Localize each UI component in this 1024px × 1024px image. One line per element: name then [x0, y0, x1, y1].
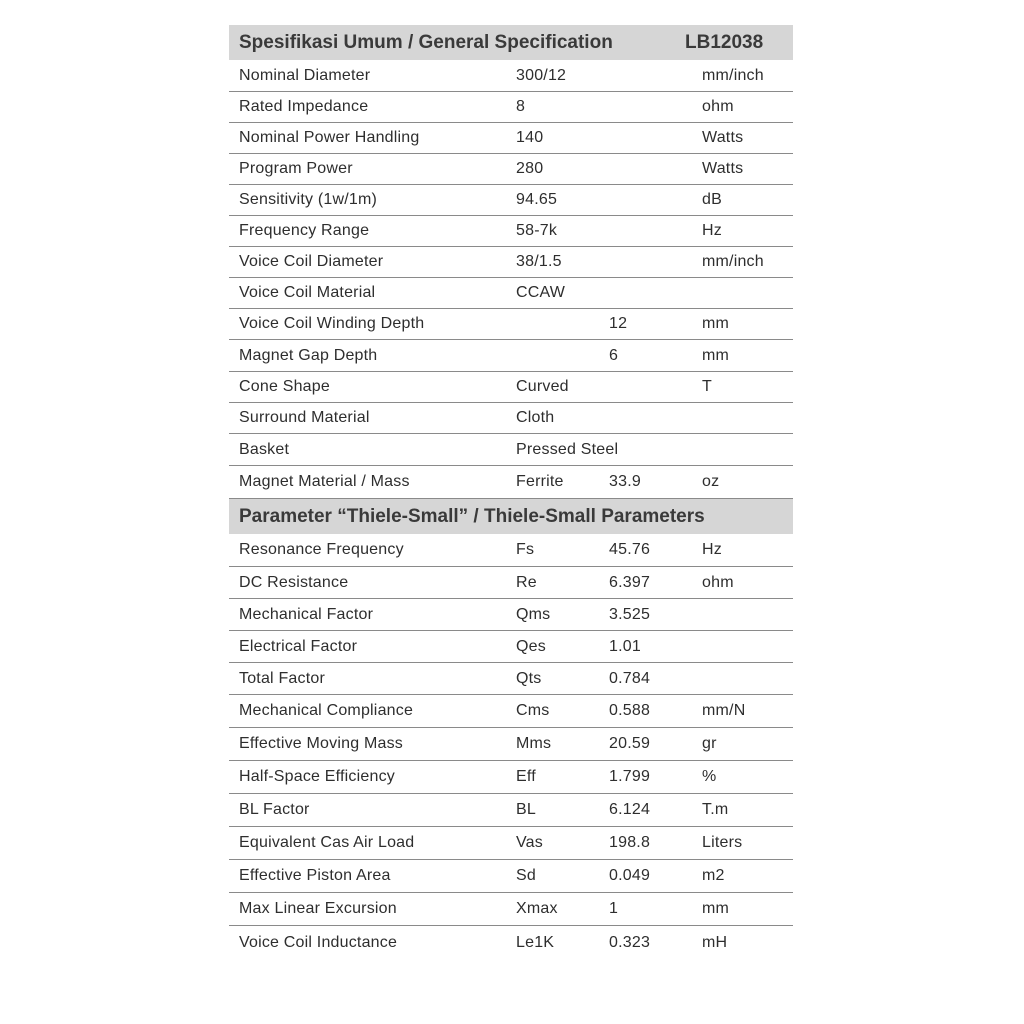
row-value: 6 [609, 346, 619, 364]
row-value: 12 [609, 315, 628, 332]
table-row [229, 278, 793, 309]
table-row [229, 926, 793, 959]
row-symbol: 300/12 [516, 66, 567, 84]
table-row [229, 340, 793, 372]
row-label: DC Resistance [239, 573, 349, 591]
row-label: Effective Piston Area [239, 867, 391, 884]
row-label: Voice Coil Diameter [239, 253, 384, 270]
row-unit: m2 [702, 867, 725, 884]
row-label: Voice Coil Material [239, 284, 376, 301]
table-row [229, 154, 793, 185]
row-symbol: 8 [516, 98, 526, 115]
table-row [229, 372, 793, 403]
table-row [229, 216, 793, 247]
row-label: Nominal Diameter [239, 66, 371, 84]
row-symbol: Vas [516, 834, 543, 851]
row-label: Surround Material [239, 409, 370, 426]
row-symbol: Sd [516, 867, 536, 884]
row-unit: % [702, 768, 717, 785]
table-row [229, 567, 793, 599]
table-row [229, 403, 793, 434]
row-label: BL Factor [239, 801, 310, 818]
row-symbol: Qts [516, 669, 542, 687]
row-symbol: Curved [516, 378, 569, 395]
table-row [229, 663, 793, 695]
table-row [229, 893, 793, 926]
row-symbol: Xmax [516, 900, 558, 917]
spec-sheet [229, 25, 793, 959]
row-unit: mm/N [702, 702, 746, 719]
table-row [229, 60, 793, 92]
table-row [229, 185, 793, 216]
row-unit: mm [702, 315, 730, 332]
row-unit: T.m [702, 801, 729, 818]
ts-params-header [229, 499, 793, 534]
table-row [229, 860, 793, 893]
row-unit: Watts [702, 129, 744, 146]
row-label: Mechanical Compliance [239, 702, 414, 719]
row-value: 198.8 [609, 834, 651, 851]
row-symbol: 280 [516, 160, 544, 177]
row-unit: Watts [702, 160, 744, 177]
row-symbol: CCAW [516, 284, 566, 301]
table-row [229, 466, 793, 499]
row-value: 0.323 [609, 933, 651, 951]
row-label: Total Factor [239, 669, 325, 687]
row-value: 20.59 [609, 735, 651, 752]
row-symbol: Cms [516, 702, 550, 719]
row-symbol: Qes [516, 637, 546, 655]
row-value: 33.9 [609, 473, 641, 490]
row-label: Equivalent Cas Air Load [239, 834, 415, 851]
row-value: 0.588 [609, 702, 651, 719]
row-value: 6.397 [609, 573, 651, 591]
row-unit: Hz [702, 222, 722, 239]
row-label: Cone Shape [239, 378, 330, 395]
row-symbol: 58-7k [516, 222, 558, 239]
table-row [229, 123, 793, 154]
row-value: 1 [609, 900, 619, 917]
row-unit: mm/inch [702, 253, 764, 270]
table-row [229, 728, 793, 761]
row-symbol: 140 [516, 129, 544, 146]
row-value: 0.784 [609, 669, 651, 687]
row-value: 6.124 [609, 801, 651, 818]
row-label: Nominal Power Handling [239, 129, 420, 146]
row-label: Voice Coil Inductance [239, 933, 398, 951]
model-number: LB12038 [685, 32, 764, 53]
row-symbol: Qms [516, 605, 551, 623]
row-label: Basket [239, 440, 290, 458]
table-row [229, 761, 793, 794]
row-label: Mechanical Factor [239, 605, 374, 623]
table-row [229, 599, 793, 631]
row-symbol: Pressed Steel [516, 440, 619, 458]
row-value: 1.799 [609, 768, 651, 785]
general-spec-title: Spesifikasi Umum / General Specification [239, 32, 613, 53]
row-label: Frequency Range [239, 222, 370, 239]
ts-params-title: Parameter “Thiele-Small” / Thiele-Small Parameters [239, 506, 705, 527]
row-unit: mm [702, 900, 730, 917]
row-symbol: Cloth [516, 409, 555, 426]
row-symbol: Ferrite [516, 473, 564, 490]
row-unit: Hz [702, 541, 722, 558]
general-spec-header [229, 25, 793, 60]
row-label: Half-Space Efficiency [239, 768, 395, 785]
row-value: 1.01 [609, 637, 641, 655]
row-unit: mH [702, 933, 728, 951]
row-value: 0.049 [609, 867, 651, 884]
row-label: Sensitivity (1w/1m) [239, 191, 378, 208]
table-row [229, 92, 793, 123]
row-symbol: BL [516, 801, 536, 818]
row-unit: ohm [702, 98, 734, 115]
table-row [229, 631, 793, 663]
table-row [229, 534, 793, 567]
row-label: Magnet Gap Depth [239, 346, 378, 364]
general-spec-table [229, 60, 793, 499]
row-label: Program Power [239, 160, 353, 177]
row-unit: T [702, 378, 712, 395]
table-row [229, 434, 793, 466]
row-symbol: Le1K [516, 933, 555, 951]
row-label: Magnet Material / Mass [239, 473, 410, 490]
ts-params-table [229, 534, 793, 959]
row-value: 3.525 [609, 605, 651, 623]
row-label: Electrical Factor [239, 637, 358, 655]
row-label: Effective Moving Mass [239, 735, 403, 752]
table-row [229, 247, 793, 278]
table-row [229, 794, 793, 827]
row-symbol: Eff [516, 768, 536, 785]
row-symbol: Re [516, 573, 537, 591]
table-row [229, 309, 793, 340]
row-unit: oz [702, 473, 720, 490]
row-label: Rated Impedance [239, 98, 369, 115]
row-symbol: 94.65 [516, 191, 558, 208]
table-row [229, 827, 793, 860]
row-unit: ohm [702, 573, 734, 591]
row-unit: mm [702, 346, 730, 364]
row-unit: Liters [702, 834, 743, 851]
row-unit: gr [702, 735, 717, 752]
row-symbol: 38/1.5 [516, 253, 562, 270]
table-row [229, 695, 793, 728]
row-unit: dB [702, 191, 722, 208]
row-symbol: Mms [516, 735, 552, 752]
row-label: Max Linear Excursion [239, 900, 397, 917]
row-unit: mm/inch [702, 66, 764, 84]
row-value: 45.76 [609, 541, 651, 558]
row-label: Resonance Frequency [239, 541, 404, 558]
row-label: Voice Coil Winding Depth [239, 315, 425, 332]
row-symbol: Fs [516, 541, 535, 558]
